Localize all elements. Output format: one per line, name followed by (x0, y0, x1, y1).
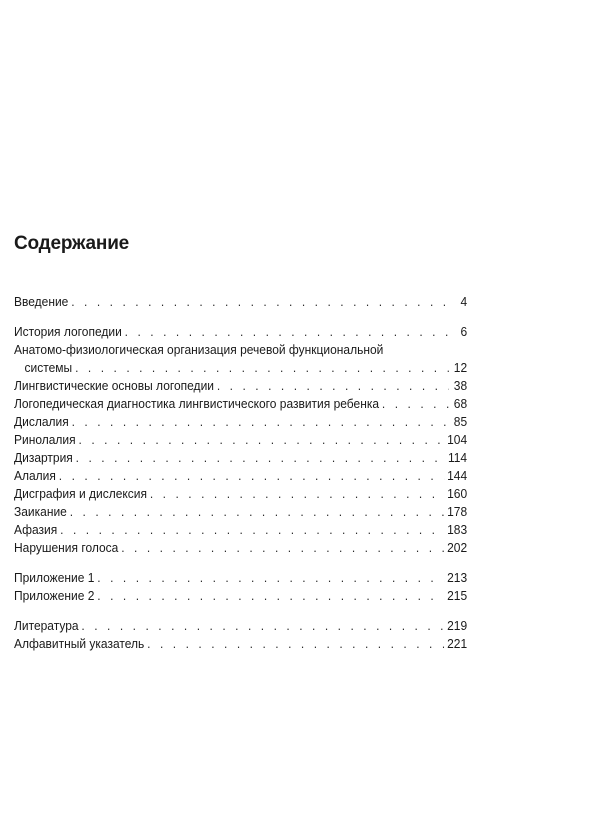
toc-group (14, 293, 467, 311)
toc-entry-page: 6 (460, 325, 468, 339)
toc-entry-page: 85 (453, 415, 468, 429)
toc-entry-title: Литература (14, 619, 79, 633)
dot-leader (125, 323, 449, 341)
toc-entry-diagnostics (14, 395, 467, 413)
toc-entry-stuttering (14, 503, 467, 521)
toc-entry-title: Алалия (14, 469, 56, 483)
dot-leader (70, 503, 445, 521)
toc-entry-anatomy (14, 341, 467, 377)
toc-entry-page: 68 (453, 397, 468, 411)
toc-entry-title: Алфавитный указатель (14, 637, 145, 651)
toc-entry-page: 104 (447, 433, 468, 447)
toc-entry-title: Приложение 2 (14, 589, 95, 603)
toc-entry-title: Логопедическая диагностика лингвистического развития ребенка (14, 397, 380, 411)
dot-leader (121, 539, 444, 557)
table-of-contents (14, 293, 467, 665)
toc-entry-history (14, 323, 467, 341)
toc-entry-page: 12 (453, 361, 468, 375)
toc-entry-voice-disorders (14, 539, 467, 557)
dot-leader (150, 485, 444, 503)
toc-entry-title: Ринолалия (14, 433, 76, 447)
toc-entry-page: 219 (447, 619, 468, 633)
toc-entry-page: 160 (447, 487, 468, 501)
dot-leader (59, 467, 444, 485)
dot-leader (71, 293, 449, 311)
toc-entry-title: Дисграфия и дислексия (14, 487, 147, 501)
dot-leader (97, 569, 444, 587)
toc-entry-title: Лингвистические основы логопедии (14, 379, 214, 393)
dot-leader (97, 587, 444, 605)
dot-leader (75, 359, 449, 377)
toc-entry-literature (14, 617, 467, 635)
dot-leader (79, 431, 445, 449)
toc-group (14, 323, 467, 557)
toc-entry-title: Дизартрия (14, 451, 73, 465)
toc-entry-introduction (14, 293, 467, 311)
toc-entry-title: Заикание (14, 505, 67, 519)
toc-group (14, 617, 467, 653)
toc-entry-title-line1: Анатомо-физиологическая организация речевой функциональной (14, 343, 384, 357)
toc-entry-title: Дислалия (14, 415, 69, 429)
toc-group (14, 569, 467, 605)
toc-entry-alalia (14, 467, 467, 485)
dot-leader (147, 635, 444, 653)
toc-entry-appendix-1 (14, 569, 467, 587)
toc-entry-page: 144 (447, 469, 468, 483)
toc-entry-aphasia (14, 521, 467, 539)
toc-entry-title: Нарушения голоса (14, 541, 119, 555)
toc-entry-appendix-2 (14, 587, 467, 605)
toc-entry-page: 178 (447, 505, 468, 519)
toc-entry-page: 4 (460, 295, 468, 309)
toc-entry-title-line2: системы (24, 361, 73, 375)
toc-entry-dyslalia (14, 413, 467, 431)
toc-entry-page: 221 (447, 637, 468, 651)
toc-entry-page: 213 (447, 571, 468, 585)
toc-entry-dysgraphia (14, 485, 467, 503)
toc-entry-page: 215 (447, 589, 468, 603)
toc-entry-title: Афазия (14, 523, 58, 537)
dot-leader (72, 413, 449, 431)
toc-entry-page: 202 (447, 541, 468, 555)
dot-leader (81, 617, 444, 635)
toc-entry-title: Приложение 1 (14, 571, 95, 585)
toc-entry-page: 183 (447, 523, 468, 537)
toc-entry-page: 38 (453, 379, 468, 393)
toc-entry-rhinolalia (14, 431, 467, 449)
dot-leader (217, 377, 449, 395)
toc-entry-title: История логопедии (14, 325, 122, 339)
dot-leader (60, 521, 444, 539)
dot-leader (382, 395, 449, 413)
page-title: Содержание (14, 233, 130, 254)
toc-entry-dysarthria (14, 449, 467, 467)
toc-entry-page: 114 (447, 451, 468, 465)
toc-entry-linguistics (14, 377, 467, 395)
dot-leader (76, 449, 445, 467)
toc-entry-index (14, 635, 467, 653)
toc-entry-title: Введение (14, 295, 69, 309)
